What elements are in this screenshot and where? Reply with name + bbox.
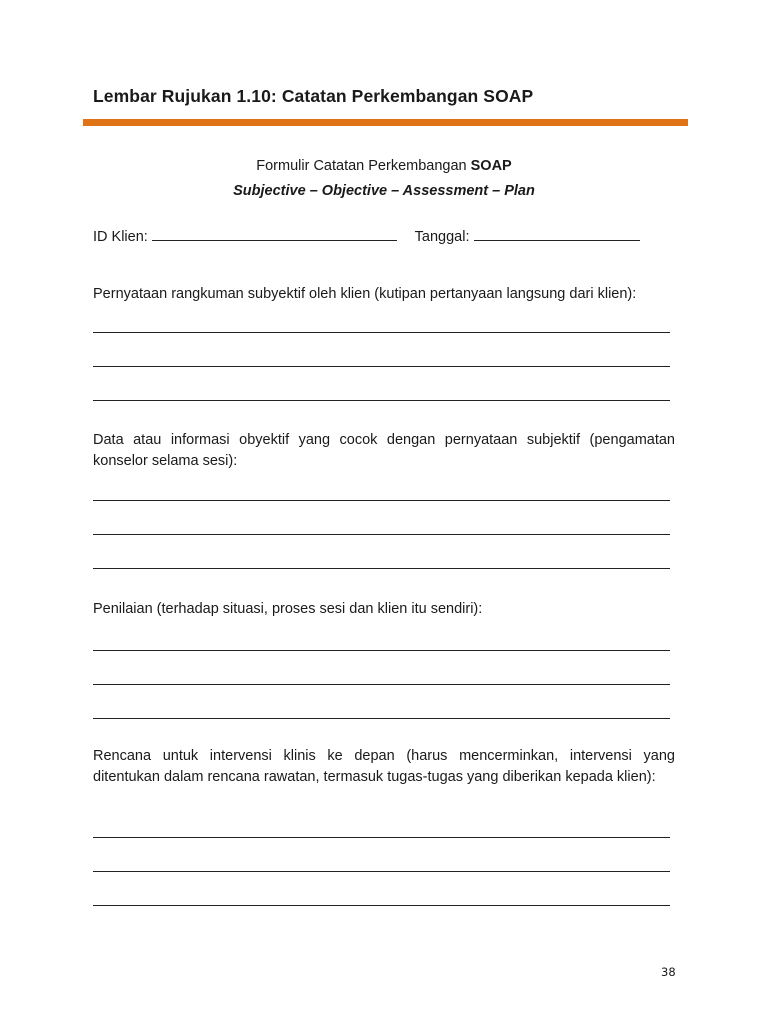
assessment-answer-line-1[interactable] (93, 650, 670, 651)
plan-answer-line-3[interactable] (93, 905, 670, 906)
date-field[interactable] (474, 228, 640, 241)
page-number: 38 (661, 965, 676, 979)
form-subtitle: Subjective – Objective – Assessment – Plan (233, 183, 535, 199)
objective-answer-line-1[interactable] (93, 500, 670, 501)
objective-answer-line-2[interactable] (93, 534, 670, 535)
title-divider (83, 119, 688, 126)
page-title: Lembar Rujukan 1.10: Catatan Perkembangan SOAP (93, 86, 534, 106)
client-id-label: ID Klien: (93, 229, 148, 245)
date-label: Tanggal: (414, 229, 470, 245)
plan-answer-line-2[interactable] (93, 871, 670, 872)
plan-answer-line-1[interactable] (93, 837, 670, 838)
form-title (0, 158, 768, 174)
objective-prompt: Data atau informasi obyektif yang cocok dengan pernyataan subjektif (pengamatan konselor selama sesi): (93, 432, 675, 469)
assessment-answer-line-3[interactable] (93, 718, 670, 719)
client-id-field[interactable] (152, 228, 397, 241)
objective-answer-line-3[interactable] (93, 568, 670, 569)
subjective-answer-line-1[interactable] (93, 332, 670, 333)
form-title-text: Formulir Catatan Perkembangan (256, 158, 471, 174)
subjective-prompt: Pernyataan rangkuman subyektif oleh klien (kutipan pertanyaan langsung dari klien): (93, 286, 637, 302)
plan-prompt: Rencana untuk intervensi klinis ke depan (harus mencerminkan, intervensi yang ditentukan dalam rencana rawatan, termasuk tugas-tugas yang diberikan kepada klien): (93, 748, 675, 785)
subjective-answer-line-2[interactable] (93, 366, 670, 367)
subjective-answer-line-3[interactable] (93, 400, 670, 401)
client-info-row (93, 228, 640, 245)
form-title-bold: SOAP (470, 158, 512, 174)
assessment-answer-line-2[interactable] (93, 684, 670, 685)
assessment-prompt: Penilaian (terhadap situasi, proses sesi dan klien itu sendiri): (93, 601, 483, 617)
